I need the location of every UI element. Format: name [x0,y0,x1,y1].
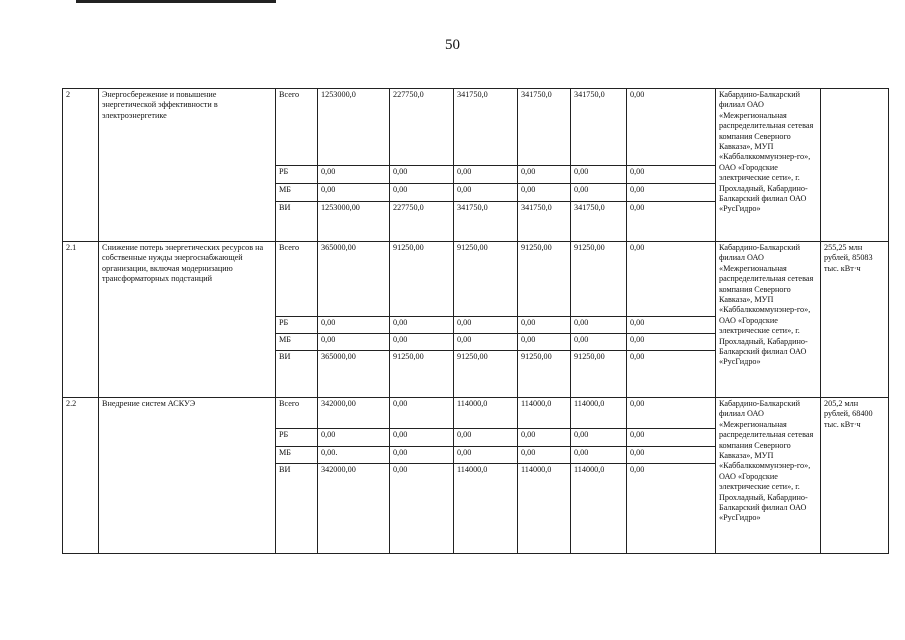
indicator-cell [821,89,889,242]
table-row [63,242,889,317]
executor-organization-cell: Кабардино-Балкарский филиал ОАО «Межрегиональная распределительная сетевая компания Северного Кавказа», МУП «Каббалккоммунэнер-го», ОАО «Городские электрические сети», г. Прохладный, Кабардино-Балкарский филиал ОАО «РусГидро» [716,398,821,554]
year-3-cell: 341750,0 [518,202,571,242]
year-1-cell: 227750,0 [390,202,454,242]
executor-organization-cell: Кабардино-Балкарский филиал ОАО «Межрегиональная распределительная сетевая компания Северного Кавказа», МУП «Каббалккоммунэнер-го», ОАО «Городские электрические сети», г. Прохладный, Кабардино-Балкарский филиал ОАО «РусГидро» [716,242,821,398]
item-name-cell: Внедрение систем АСКУЭ [99,398,276,554]
year-4-cell: 0,00 [571,429,627,447]
executor-organization-cell: Кабардино-Балкарский филиал ОАО «Межрегиональная распределительная сетевая компания Северного Кавказа», МУП «Каббалккоммунэнер-го», ОАО «Городские электрические сети», г. Прохладный, Кабардино-Балкарский филиал ОАО «РусГидро» [716,89,821,242]
year-1-cell: 0,00 [390,447,454,464]
year-4-cell: 114000,0 [571,398,627,429]
top-edge-rule [76,0,276,3]
funding-source-cell: МБ [276,184,318,202]
item-number-cell: 2.1 [63,242,99,398]
total-cell: 365000,00 [318,351,390,398]
year-3-cell: 91250,00 [518,351,571,398]
year-3-cell: 114000,0 [518,464,571,554]
year-4-cell: 341750,0 [571,89,627,166]
year-5-cell: 0,00 [627,464,716,554]
year-4-cell: 0,00 [571,317,627,334]
year-5-cell: 0,00 [627,334,716,351]
year-1-cell: 0,00 [390,334,454,351]
year-4-cell: 0,00 [571,166,627,184]
year-1-cell: 91250,00 [390,242,454,317]
year-2-cell: 114000,0 [454,464,518,554]
total-cell: 0,00 [318,429,390,447]
year-2-cell: 114000,0 [454,398,518,429]
funding-source-cell: Всего [276,242,318,317]
year-1-cell: 227750,0 [390,89,454,166]
year-5-cell: 0,00 [627,317,716,334]
indicator-cell: 205,2 млн рублей, 68400 тыс. кВт·ч [821,398,889,554]
year-1-cell: 0,00 [390,464,454,554]
year-4-cell: 91250,00 [571,242,627,317]
year-5-cell: 0,00 [627,166,716,184]
year-3-cell: 0,00 [518,184,571,202]
year-4-cell: 114000,0 [571,464,627,554]
item-name-cell: Энергосбережение и повышение энергетической эффективности в электроэнергетике [99,89,276,242]
year-3-cell: 0,00 [518,447,571,464]
year-2-cell: 0,00 [454,447,518,464]
year-1-cell: 0,00 [390,398,454,429]
total-cell: 0,00 [318,334,390,351]
year-3-cell: 0,00 [518,317,571,334]
year-3-cell: 0,00 [518,429,571,447]
year-3-cell: 0,00 [518,334,571,351]
year-5-cell: 0,00 [627,89,716,166]
year-2-cell: 341750,0 [454,202,518,242]
year-4-cell: 0,00 [571,184,627,202]
funding-source-cell: МБ [276,447,318,464]
funding-source-cell: ВИ [276,351,318,398]
year-2-cell: 0,00 [454,166,518,184]
year-1-cell: 0,00 [390,184,454,202]
year-2-cell: 91250,00 [454,351,518,398]
program-table [62,88,889,554]
year-3-cell: 341750,0 [518,89,571,166]
year-2-cell: 341750,0 [454,89,518,166]
total-cell: 0,00 [318,166,390,184]
indicator-cell: 255,25 млн рублей, 85083 тыс. кВт·ч [821,242,889,398]
year-4-cell: 0,00 [571,447,627,464]
table-row [63,398,889,429]
year-2-cell: 0,00 [454,184,518,202]
year-3-cell: 0,00 [518,166,571,184]
total-cell: 342000,00 [318,464,390,554]
year-4-cell: 341750,0 [571,202,627,242]
year-5-cell: 0,00 [627,429,716,447]
year-5-cell: 0,00 [627,184,716,202]
total-cell: 1253000,0 [318,89,390,166]
funding-source-cell: РБ [276,429,318,447]
total-cell: 0,00 [318,317,390,334]
year-1-cell: 91250,00 [390,351,454,398]
year-1-cell: 0,00 [390,317,454,334]
year-5-cell: 0,00 [627,351,716,398]
item-number-cell: 2.2 [63,398,99,554]
year-5-cell: 0,00 [627,398,716,429]
total-cell: 0,00. [318,447,390,464]
year-2-cell: 0,00 [454,317,518,334]
year-1-cell: 0,00 [390,166,454,184]
funding-source-cell: РБ [276,166,318,184]
year-5-cell: 0,00 [627,447,716,464]
total-cell: 0,00 [318,184,390,202]
funding-source-cell: ВИ [276,202,318,242]
item-number-cell: 2 [63,89,99,242]
year-5-cell: 0,00 [627,202,716,242]
year-4-cell: 0,00 [571,334,627,351]
year-4-cell: 91250,00 [571,351,627,398]
page-number: 50 [445,37,460,53]
year-5-cell: 0,00 [627,242,716,317]
total-cell: 1253000,00 [318,202,390,242]
year-1-cell: 0,00 [390,429,454,447]
funding-source-cell: МБ [276,334,318,351]
table-row [63,89,889,166]
funding-source-cell: Всего [276,398,318,429]
total-cell: 365000,00 [318,242,390,317]
funding-source-cell: ВИ [276,464,318,554]
year-2-cell: 0,00 [454,429,518,447]
program-table-body [63,89,889,554]
total-cell: 342000,00 [318,398,390,429]
year-2-cell: 91250,00 [454,242,518,317]
year-3-cell: 91250,00 [518,242,571,317]
item-name-cell: Снижение потерь энергетических ресурсов на собственные нужды энергоснабжающей организации, включая модернизацию трансформаторных подстанций [99,242,276,398]
funding-source-cell: РБ [276,317,318,334]
funding-source-cell: Всего [276,89,318,166]
year-3-cell: 114000,0 [518,398,571,429]
year-2-cell: 0,00 [454,334,518,351]
